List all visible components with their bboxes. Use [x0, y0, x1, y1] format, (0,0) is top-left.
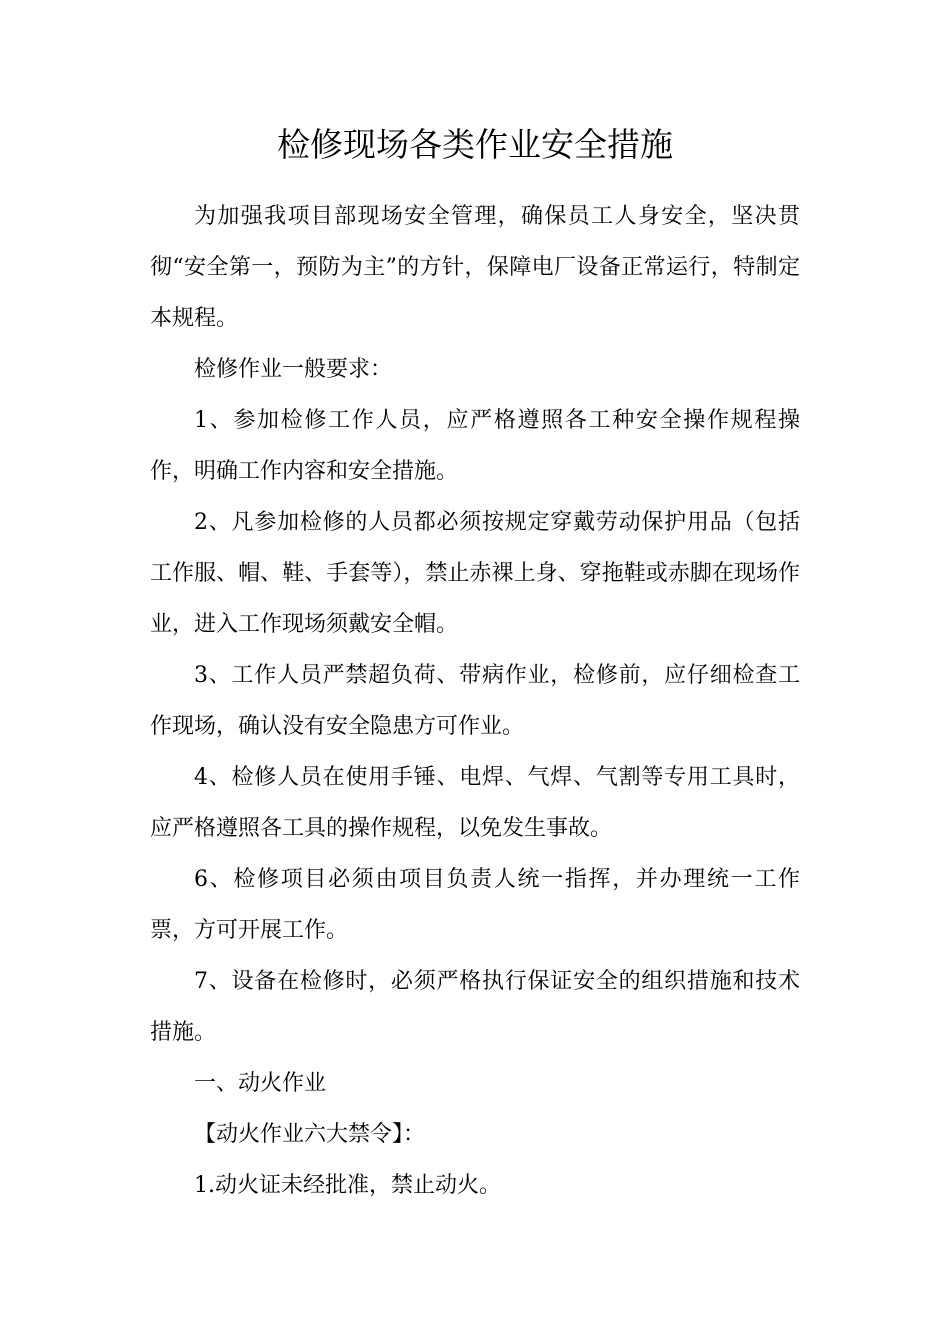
paragraph-item-1: 1、参加检修工作人员，应严格遵照各工种安全操作规程操作，明确工作内容和安全措施。: [150, 408, 800, 484]
paragraph-item-4: 4、检修人员在使用手锤、电焊、气焊、气割等专用工具时，应严格遵照各工具的操作规程，以免发生事故。: [150, 765, 800, 841]
document-body: [150, 191, 800, 1211]
paragraph-intro: 为加强我项目部现场安全管理，确保员工人身安全，坚决贯彻“安全第一，预防为主”的方针，保障电厂设备正常运行，特制定本规程。: [150, 204, 800, 331]
section-heading-hot-work: 一、动火作业: [194, 1071, 327, 1096]
prohibition-item-1: 1.动火证未经批准，禁止动火。: [194, 1173, 501, 1198]
paragraph-item-3: 3、工作人员严禁超负荷、带病作业，检修前，应仔细检查工作现场，确认没有安全隐患方可作业。: [150, 663, 800, 739]
paragraph-item-6: 6、检修项目必须由项目负责人统一指挥，并办理统一工作票，方可开展工作。: [150, 867, 800, 943]
paragraph-general-requirements-heading: 检修作业一般要求：: [194, 357, 393, 382]
subheading-six-prohibitions: 【动火作业六大禁令】：: [194, 1122, 426, 1147]
paragraph-item-7: 7、设备在检修时，必须严格执行保证安全的组织措施和技术措施。: [150, 969, 800, 1045]
document-title: 检修现场各类作业安全措施: [277, 125, 673, 164]
paragraph-item-2: 2、凡参加检修的人员都必须按规定穿戴劳动保护用品（包括工作服、帽、鞋、手套等），禁止赤裸上身、穿拖鞋或赤脚在现场作业，进入工作现场须戴安全帽。: [150, 510, 800, 637]
